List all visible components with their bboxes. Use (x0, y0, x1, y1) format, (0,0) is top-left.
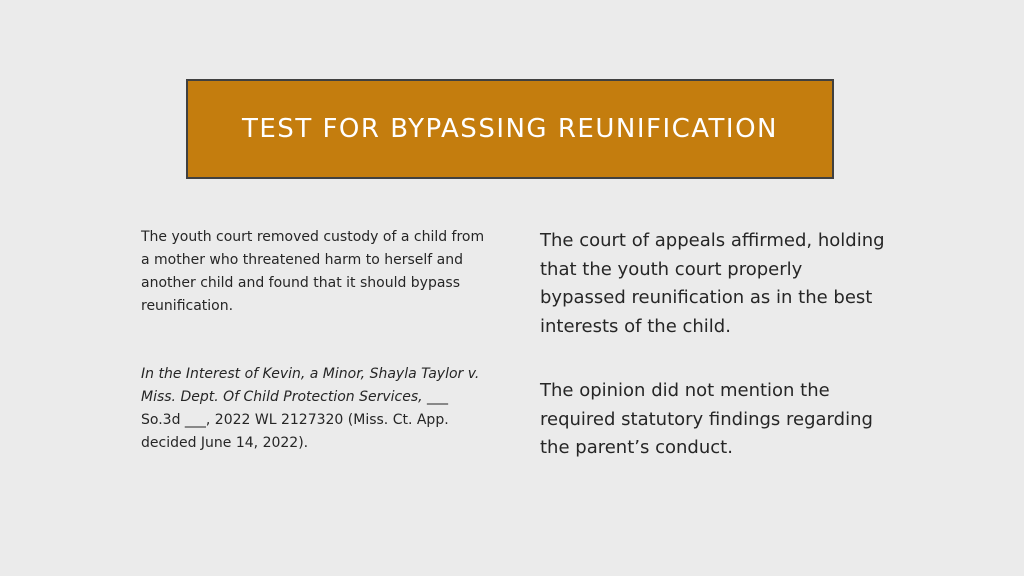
left-column (141, 226, 491, 455)
case-summary: The youth court removed custody of a child from a mother who threatened harm to herself and another child and found that it should bypass reunification. (141, 229, 485, 314)
opinion-observation: The opinion did not mention the required statutory findings regarding the parent’s conduct. (540, 380, 873, 458)
right-column (540, 227, 890, 463)
citation-case-name: In the Interest of Kevin, a Minor, Shayla Taylor v. Miss. Dept. Of Child Protection Services, (141, 366, 480, 405)
title-banner (186, 79, 834, 179)
slide-title: TEST FOR BYPASSING REUNIFICATION (242, 114, 778, 144)
case-citation (141, 363, 491, 455)
citation-reporter: ___ So.3d ___, 2022 WL 2127320 (Miss. Ct. App. decided June 14, 2022). (141, 389, 449, 451)
appeal-holding: The court of appeals affirmed, holding that the youth court properly bypassed reunification as in the best interests of the child. (540, 230, 885, 337)
